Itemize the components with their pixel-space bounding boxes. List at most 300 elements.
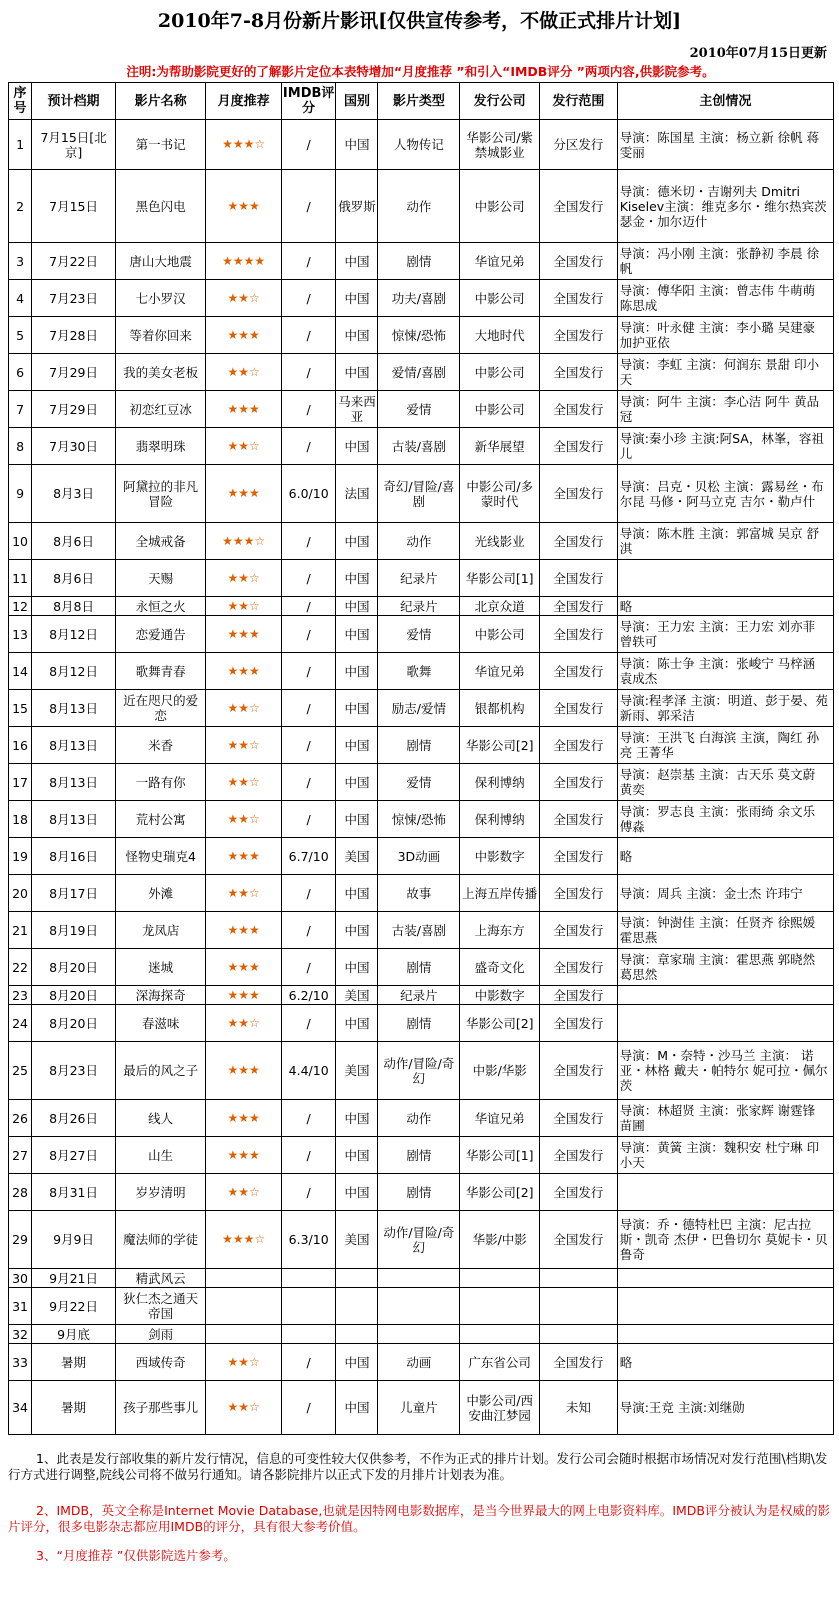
cell-date: 8月17日 — [32, 875, 116, 912]
cell-country: 中国 — [336, 1174, 378, 1211]
cell-company: 中影公司/多蒙时代 — [460, 465, 540, 523]
cell-rec: ★★☆ — [206, 354, 282, 391]
cell-country: 中国 — [336, 1344, 378, 1381]
cell-date: 7月28日 — [32, 317, 116, 354]
cell-scope: 全国发行 — [540, 1211, 618, 1269]
cell-date: 7月15日[北京] — [32, 120, 116, 170]
cell-genre: 故事 — [378, 875, 460, 912]
cell-name: 春滋味 — [116, 1005, 206, 1042]
cell-rec: ★★★ — [206, 1042, 282, 1100]
cell-date: 8月23日 — [32, 1042, 116, 1100]
cell-scope: 全国发行 — [540, 317, 618, 354]
table-row — [9, 1137, 834, 1174]
cell-company — [460, 1325, 540, 1344]
cell-imdb: / — [281, 280, 336, 317]
table-row — [9, 120, 834, 170]
cell-country: 中国 — [336, 653, 378, 690]
cell-no: 33 — [9, 1344, 32, 1381]
cell-date: 8月19日 — [32, 912, 116, 949]
cell-genre: 功夫/喜剧 — [378, 280, 460, 317]
cell-crew: 导演:程孝泽 主演：明道、彭于晏、苑新雨、郭采洁 — [617, 690, 833, 727]
cell-crew — [617, 560, 833, 597]
table-row — [9, 354, 834, 391]
cell-genre: 励志/爱情 — [378, 690, 460, 727]
cell-crew — [617, 1325, 833, 1344]
cell-genre — [378, 1325, 460, 1344]
cell-no: 14 — [9, 653, 32, 690]
cell-date: 9月底 — [32, 1325, 116, 1344]
cell-country: 中国 — [336, 243, 378, 280]
cell-company: 华谊兄弟 — [460, 243, 540, 280]
cell-date: 8月20日 — [32, 986, 116, 1005]
cell-scope: 全国发行 — [540, 1344, 618, 1381]
table-row — [9, 428, 834, 465]
cell-company: 华影公司[2] — [460, 727, 540, 764]
cell-company: 大地时代 — [460, 317, 540, 354]
cell-scope — [540, 1269, 618, 1288]
cell-imdb: / — [281, 1100, 336, 1137]
cell-imdb: 6.7/10 — [281, 838, 336, 875]
cell-rec: ★★☆ — [206, 690, 282, 727]
cell-company: 中影公司 — [460, 170, 540, 243]
cell-name: 一路有你 — [116, 764, 206, 801]
table-row — [9, 1100, 834, 1137]
table-row — [9, 1005, 834, 1042]
footer-note-3: 3、“月度推荐 ”仅供影院选片参考。 — [36, 1548, 236, 1563]
cell-company: 上海五岸传播 — [460, 875, 540, 912]
cell-genre: 爱情 — [378, 616, 460, 653]
cell-country: 中国 — [336, 1137, 378, 1174]
cell-date: 8月8日 — [32, 597, 116, 616]
page-title: 2010年7-8月份新片影讯[仅供宣传参考，不做正式排片计划] — [157, 10, 682, 32]
cell-crew: 略 — [617, 597, 833, 616]
column-header: 月度推荐 — [206, 83, 282, 120]
cell-country: 中国 — [336, 428, 378, 465]
cell-crew: 导演：周兵 主演：金士杰 许玮宁 — [617, 875, 833, 912]
cell-crew: 导演：林超贤 主演：张家辉 谢霆锋 苗圃 — [617, 1100, 833, 1137]
cell-genre: 剧情 — [378, 1005, 460, 1042]
cell-date: 8月12日 — [32, 616, 116, 653]
cell-crew: 导演：钟澍佳 主演：任贤齐 徐熙媛 霍思燕 — [617, 912, 833, 949]
cell-no: 23 — [9, 986, 32, 1005]
cell-date: 7月15日 — [32, 170, 116, 243]
cell-no: 32 — [9, 1325, 32, 1344]
cell-crew: 导演：叶永健 主演：李小璐 吴建豪 加护亚依 — [617, 317, 833, 354]
table-row — [9, 170, 834, 243]
cell-country — [336, 1325, 378, 1344]
cell-no: 27 — [9, 1137, 32, 1174]
header-note: 注明:为帮助影院更好的了解影片定位本表特增加“月度推荐 ”和引入“IMDB评分 ”两项内容,供影院参考。 — [126, 64, 715, 79]
cell-no: 31 — [9, 1288, 32, 1325]
cell-rec: ★★★ — [206, 616, 282, 653]
cell-name: 翡翠明珠 — [116, 428, 206, 465]
cell-date: 8月13日 — [32, 764, 116, 801]
cell-scope: 全国发行 — [540, 391, 618, 428]
cell-imdb — [281, 1269, 336, 1288]
cell-scope: 全国发行 — [540, 465, 618, 523]
cell-genre: 纪录片 — [378, 986, 460, 1005]
cell-company: 银都机构 — [460, 690, 540, 727]
cell-scope: 全国发行 — [540, 875, 618, 912]
cell-crew: 导演：乔・德特杜巴 主演：尼古拉斯・凯奇 杰伊・巴鲁切尔 莫妮卡・贝鲁奇 — [617, 1211, 833, 1269]
cell-company: 盛奇文化 — [460, 949, 540, 986]
cell-country: 中国 — [336, 280, 378, 317]
cell-name: 荒村公寓 — [116, 801, 206, 838]
cell-name: 七小罗汉 — [116, 280, 206, 317]
cell-scope: 全国发行 — [540, 280, 618, 317]
cell-company: 中影公司 — [460, 391, 540, 428]
cell-name: 山生 — [116, 1137, 206, 1174]
cell-company: 华谊兄弟 — [460, 653, 540, 690]
cell-no: 19 — [9, 838, 32, 875]
cell-no: 20 — [9, 875, 32, 912]
cell-country: 中国 — [336, 560, 378, 597]
cell-scope: 全国发行 — [540, 1174, 618, 1211]
cell-company: 广东省公司 — [460, 1344, 540, 1381]
cell-country — [336, 1269, 378, 1288]
cell-rec: ★★☆ — [206, 560, 282, 597]
cell-name: 岁岁清明 — [116, 1174, 206, 1211]
cell-crew: 导演：阿牛 主演：李心洁 阿牛 黄品冠 — [617, 391, 833, 428]
cell-date: 8月13日 — [32, 690, 116, 727]
cell-country: 马来西亚 — [336, 391, 378, 428]
cell-no: 7 — [9, 391, 32, 428]
cell-imdb: 6.3/10 — [281, 1211, 336, 1269]
cell-company: 保利博纳 — [460, 764, 540, 801]
table-row — [9, 653, 834, 690]
cell-scope — [540, 1325, 618, 1344]
cell-rec: ★★★ — [206, 986, 282, 1005]
cell-crew: 导演：德米切・吉谢列夫 Dmitri Kiselev主演：维克多尔・维尔热宾茨 瑟金・加尔迈什 — [617, 170, 833, 243]
cell-imdb — [281, 1325, 336, 1344]
cell-imdb: / — [281, 354, 336, 391]
cell-imdb: / — [281, 1381, 336, 1435]
cell-scope — [540, 1288, 618, 1325]
cell-imdb: / — [281, 727, 336, 764]
cell-name: 黑色闪电 — [116, 170, 206, 243]
cell-scope: 全国发行 — [540, 597, 618, 616]
film-schedule-table — [8, 82, 834, 1435]
cell-name: 第一书记 — [116, 120, 206, 170]
cell-scope: 全国发行 — [540, 1137, 618, 1174]
cell-no: 1 — [9, 120, 32, 170]
cell-imdb: / — [281, 949, 336, 986]
cell-country — [336, 1288, 378, 1325]
cell-date: 8月12日 — [32, 653, 116, 690]
cell-name: 孩子那些事儿 — [116, 1381, 206, 1435]
cell-rec: ★★★ — [206, 838, 282, 875]
cell-date: 8月6日 — [32, 523, 116, 560]
cell-date: 8月20日 — [32, 949, 116, 986]
cell-genre: 动作 — [378, 1100, 460, 1137]
cell-no: 17 — [9, 764, 32, 801]
cell-genre: 剧情 — [378, 243, 460, 280]
cell-rec — [206, 1288, 282, 1325]
cell-crew — [617, 1288, 833, 1325]
cell-genre: 纪录片 — [378, 560, 460, 597]
cell-crew: 导演：陈木胜 主演：郭富城 吴京 舒淇 — [617, 523, 833, 560]
cell-imdb: / — [281, 170, 336, 243]
cell-genre: 古装/喜剧 — [378, 428, 460, 465]
cell-imdb: / — [281, 120, 336, 170]
cell-rec: ★★☆ — [206, 875, 282, 912]
table-row — [9, 243, 834, 280]
cell-country: 中国 — [336, 764, 378, 801]
cell-company: 中影公司 — [460, 354, 540, 391]
cell-rec: ★★★☆ — [206, 120, 282, 170]
column-header: IMDB评分 — [281, 83, 336, 120]
cell-company: 中影公司/西安曲江梦园 — [460, 1381, 540, 1435]
table-row — [9, 801, 834, 838]
cell-company: 上海东方 — [460, 912, 540, 949]
cell-crew: 略 — [617, 1344, 833, 1381]
cell-no: 4 — [9, 280, 32, 317]
cell-scope: 全国发行 — [540, 170, 618, 243]
cell-rec: ★★☆ — [206, 727, 282, 764]
cell-no: 12 — [9, 597, 32, 616]
cell-genre: 动画 — [378, 1344, 460, 1381]
table-row — [9, 1211, 834, 1269]
cell-crew: 导演：冯小刚 主演：张静初 李晨 徐帆 — [617, 243, 833, 280]
cell-country: 中国 — [336, 1381, 378, 1435]
cell-country: 中国 — [336, 1005, 378, 1042]
cell-rec: ★★★☆ — [206, 1211, 282, 1269]
cell-scope: 全国发行 — [540, 1100, 618, 1137]
cell-genre — [378, 1288, 460, 1325]
cell-date: 8月31日 — [32, 1174, 116, 1211]
cell-scope: 全国发行 — [540, 949, 618, 986]
cell-crew: 导演：傅华阳 主演：曾志伟 牛萌萌 陈思成 — [617, 280, 833, 317]
column-header: 影片名称 — [116, 83, 206, 120]
table-header-row — [9, 83, 834, 120]
cell-crew: 导演：章家瑞 主演：霍思燕 郭晓然 葛思然 — [617, 949, 833, 986]
cell-rec: ★★☆ — [206, 1381, 282, 1435]
cell-name: 狄仁杰之通天帝国 — [116, 1288, 206, 1325]
cell-country: 中国 — [336, 801, 378, 838]
cell-genre: 动作/冒险/奇幻 — [378, 1211, 460, 1269]
cell-imdb: / — [281, 653, 336, 690]
cell-crew: 导演：M・奈特・沙马兰 主演： 诺亚・林格 戴夫・帕特尔 妮可拉・佩尔茨 — [617, 1042, 833, 1100]
cell-name: 恋爱通告 — [116, 616, 206, 653]
cell-company: 华影公司[2] — [460, 1174, 540, 1211]
table-row — [9, 616, 834, 653]
column-header: 序号 — [9, 83, 32, 120]
table-row — [9, 597, 834, 616]
cell-date: 8月3日 — [32, 465, 116, 523]
cell-crew — [617, 1005, 833, 1042]
cell-genre: 动作 — [378, 523, 460, 560]
cell-no: 10 — [9, 523, 32, 560]
cell-name: 魔法师的学徒 — [116, 1211, 206, 1269]
cell-no: 26 — [9, 1100, 32, 1137]
cell-name: 精武风云 — [116, 1269, 206, 1288]
cell-no: 5 — [9, 317, 32, 354]
cell-genre: 古装/喜剧 — [378, 912, 460, 949]
cell-crew: 导演：陈士争 主演：张峻宁 马梓涵 袁成杰 — [617, 653, 833, 690]
cell-imdb: / — [281, 243, 336, 280]
cell-name: 剑雨 — [116, 1325, 206, 1344]
cell-country: 中国 — [336, 120, 378, 170]
footer-note-1: 1、此表是发行部收集的新片发行情况，信息的可变性较大仅供参考，不作为正式的排片计划。发行公司会随时根据市场情况对发行范围\档期\发行方式进行调整,院线公司将不做另行通知。请各影院排片以正式下发的月排片计划表为准。 — [8, 1451, 828, 1482]
cell-rec: ★★★ — [206, 317, 282, 354]
table-row — [9, 523, 834, 560]
cell-rec: ★★☆ — [206, 1344, 282, 1381]
cell-imdb: / — [281, 597, 336, 616]
table-row — [9, 1381, 834, 1435]
cell-name: 龙凤店 — [116, 912, 206, 949]
cell-date: 8月20日 — [32, 1005, 116, 1042]
cell-rec — [206, 1325, 282, 1344]
cell-rec: ★★★ — [206, 912, 282, 949]
cell-date: 7月29日 — [32, 354, 116, 391]
cell-rec: ★★★ — [206, 653, 282, 690]
table-row — [9, 912, 834, 949]
cell-date: 8月16日 — [32, 838, 116, 875]
cell-scope: 全国发行 — [540, 354, 618, 391]
column-header: 预计档期 — [32, 83, 116, 120]
cell-name: 唐山大地震 — [116, 243, 206, 280]
table-row — [9, 1288, 834, 1325]
cell-company: 华影公司/紫禁城影业 — [460, 120, 540, 170]
cell-date: 7月30日 — [32, 428, 116, 465]
cell-scope: 全国发行 — [540, 428, 618, 465]
cell-rec: ★★☆ — [206, 764, 282, 801]
cell-date: 8月6日 — [32, 560, 116, 597]
cell-rec: ★★☆ — [206, 428, 282, 465]
cell-name: 歌舞青春 — [116, 653, 206, 690]
cell-crew: 导演：李虹 主演：何润东 景甜 印小天 — [617, 354, 833, 391]
cell-country: 中国 — [336, 727, 378, 764]
cell-imdb: / — [281, 1005, 336, 1042]
cell-rec: ★★★ — [206, 1137, 282, 1174]
cell-country: 法国 — [336, 465, 378, 523]
column-header: 主创情况 — [617, 83, 833, 120]
cell-name: 永恒之火 — [116, 597, 206, 616]
cell-rec: ★★★☆ — [206, 523, 282, 560]
cell-country: 俄罗斯 — [336, 170, 378, 243]
cell-company: 中影数字 — [460, 986, 540, 1005]
cell-genre: 纪录片 — [378, 597, 460, 616]
cell-no: 6 — [9, 354, 32, 391]
cell-no: 18 — [9, 801, 32, 838]
cell-company: 光线影业 — [460, 523, 540, 560]
table-row — [9, 1174, 834, 1211]
cell-no: 8 — [9, 428, 32, 465]
cell-name: 怪物史瑞克4 — [116, 838, 206, 875]
cell-imdb: / — [281, 317, 336, 354]
column-header: 发行公司 — [460, 83, 540, 120]
cell-scope: 全国发行 — [540, 1042, 618, 1100]
cell-date: 7月23日 — [32, 280, 116, 317]
cell-crew — [617, 1269, 833, 1288]
cell-imdb: 6.2/10 — [281, 986, 336, 1005]
cell-no: 29 — [9, 1211, 32, 1269]
cell-imdb: / — [281, 912, 336, 949]
table-row — [9, 1325, 834, 1344]
cell-imdb: 6.0/10 — [281, 465, 336, 523]
cell-imdb: / — [281, 560, 336, 597]
cell-imdb: / — [281, 875, 336, 912]
cell-crew: 导演：赵崇基 主演：古天乐 莫文蔚 黄奕 — [617, 764, 833, 801]
cell-no: 30 — [9, 1269, 32, 1288]
cell-date: 7月22日 — [32, 243, 116, 280]
cell-name: 迷城 — [116, 949, 206, 986]
cell-date: 8月13日 — [32, 801, 116, 838]
cell-crew: 导演：吕克・贝松 主演：露易丝・布尔昆 马修・阿马立克 吉尔・勒卢什 — [617, 465, 833, 523]
cell-imdb: / — [281, 1344, 336, 1381]
cell-company — [460, 1288, 540, 1325]
cell-country: 中国 — [336, 523, 378, 560]
cell-scope: 分区发行 — [540, 120, 618, 170]
cell-imdb: / — [281, 764, 336, 801]
cell-country: 美国 — [336, 838, 378, 875]
column-header: 影片类型 — [378, 83, 460, 120]
cell-country: 中国 — [336, 690, 378, 727]
cell-company: 新华展望 — [460, 428, 540, 465]
cell-scope: 全国发行 — [540, 616, 618, 653]
cell-country: 中国 — [336, 949, 378, 986]
table-row — [9, 986, 834, 1005]
cell-name: 全城戒备 — [116, 523, 206, 560]
cell-date: 暑期 — [32, 1381, 116, 1435]
cell-scope: 全国发行 — [540, 838, 618, 875]
cell-genre: 爱情 — [378, 391, 460, 428]
cell-date: 9月9日 — [32, 1211, 116, 1269]
cell-rec: ★★★ — [206, 391, 282, 428]
cell-crew: 导演：陈国星 主演：杨立新 徐帆 蒋雯丽 — [617, 120, 833, 170]
cell-no: 15 — [9, 690, 32, 727]
cell-no: 24 — [9, 1005, 32, 1042]
table-row — [9, 391, 834, 428]
cell-scope: 全国发行 — [540, 912, 618, 949]
cell-genre: 剧情 — [378, 1137, 460, 1174]
cell-name: 近在咫尺的爱恋 — [116, 690, 206, 727]
cell-genre: 人物传记 — [378, 120, 460, 170]
table-row — [9, 764, 834, 801]
column-header: 国别 — [336, 83, 378, 120]
column-header: 发行范围 — [540, 83, 618, 120]
cell-scope: 全国发行 — [540, 986, 618, 1005]
cell-no: 13 — [9, 616, 32, 653]
cell-date: 9月22日 — [32, 1288, 116, 1325]
cell-no: 28 — [9, 1174, 32, 1211]
cell-genre — [378, 1269, 460, 1288]
cell-name: 外滩 — [116, 875, 206, 912]
table-row — [9, 1042, 834, 1100]
cell-country: 中国 — [336, 597, 378, 616]
cell-name: 阿黛拉的非凡冒险 — [116, 465, 206, 523]
cell-country: 中国 — [336, 1100, 378, 1137]
cell-scope: 未知 — [540, 1381, 618, 1435]
cell-rec: ★★★★ — [206, 243, 282, 280]
cell-name: 天赐 — [116, 560, 206, 597]
cell-date: 8月27日 — [32, 1137, 116, 1174]
cell-no: 3 — [9, 243, 32, 280]
cell-genre: 惊悚/恐怖 — [378, 801, 460, 838]
cell-imdb: / — [281, 391, 336, 428]
cell-genre: 惊悚/恐怖 — [378, 317, 460, 354]
cell-no: 16 — [9, 727, 32, 764]
cell-name: 初恋红豆冰 — [116, 391, 206, 428]
table-row — [9, 727, 834, 764]
cell-rec: ★★★ — [206, 170, 282, 243]
cell-genre: 剧情 — [378, 949, 460, 986]
cell-genre: 爱情/喜剧 — [378, 354, 460, 391]
cell-company — [460, 1269, 540, 1288]
cell-company: 中影数字 — [460, 838, 540, 875]
cell-company: 中影公司 — [460, 280, 540, 317]
cell-rec: ★★★ — [206, 949, 282, 986]
